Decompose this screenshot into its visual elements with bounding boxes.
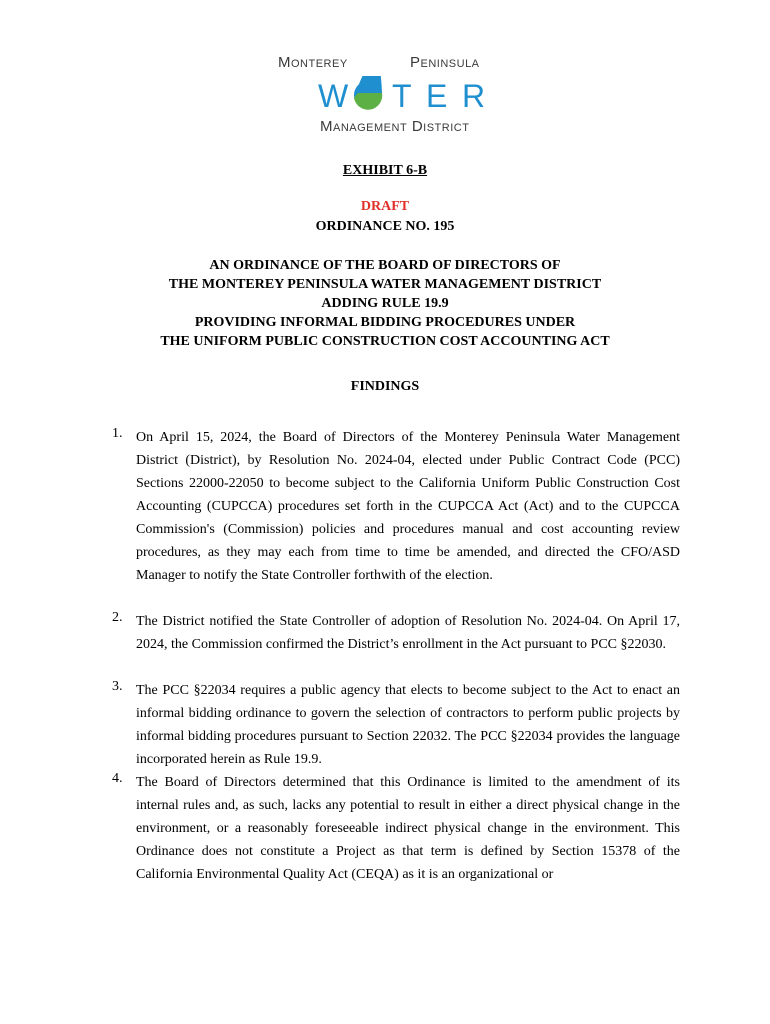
findings-heading: FINDINGS — [350, 379, 420, 394]
finding-text: On April 15, 2024, the Board of Directors of the Monterey Peninsula Water Management District (District), by Resolution No. 2024-04, elected under Public Contract Code (PCC) Sections 22000-22050 to become subject to the California Uniform Public Construction Cost Accounting (CUPCCA) procedures set forth in the CUPCCA Act (Act) and to the CUPCCA Commission's (Commission) policies and procedures manual and cost accounting review procedures, as they may each from time to time be amended, and directed the CFO/ASD Manager to notify the State Controller forthwith of the election. — [136, 430, 680, 583]
finding-text: The PCC §22034 requires a public agency that elects to become subject to the Act to enact an informal bidding ordinance to govern the selection of contractors to perform public projects by informal bidding procedures pursuant to Section 22032. The PCC §22034 provides the language incorporated herein as Rule 19.9. — [136, 683, 680, 767]
finding-item — [112, 771, 680, 886]
ordinance-title — [0, 256, 770, 351]
logo-text-monterey: Monterey — [278, 54, 348, 71]
title-line: AN ORDINANCE OF THE BOARD OF DIRECTORS OF — [209, 258, 561, 273]
finding-item — [112, 610, 680, 656]
ordinance-number: ORDINANCE NO. 195 — [315, 219, 455, 234]
finding-text: The District notified the State Controller of adoption of Resolution No. 2024-04. On April 17, 2024, the Commission confirmed the District’s enrollment in the Act pursuant to PCC §22030. — [136, 614, 680, 652]
title-line: THE UNIFORM PUBLIC CONSTRUCTION COST ACCOUNTING ACT — [160, 334, 610, 349]
findings-list — [112, 426, 680, 886]
title-line: THE MONTEREY PENINSULA WATER MANAGEMENT DISTRICT — [168, 277, 602, 292]
finding-number: 3. — [112, 679, 123, 694]
logo-text-management-district: Management District — [320, 118, 470, 135]
finding-item — [112, 426, 680, 587]
logo-text-peninsula: Peninsula — [410, 54, 480, 71]
logo-letter-r: R — [462, 78, 486, 110]
logo-letter-w: W — [318, 78, 349, 110]
title-line: ADDING RULE 19.9 — [321, 296, 449, 311]
water-drop-icon — [354, 76, 382, 110]
draft-label: DRAFT — [360, 199, 410, 214]
logo-letter-t: T — [392, 78, 412, 110]
finding-number: 1. — [112, 426, 123, 441]
logo-letter-e: E — [426, 78, 448, 110]
finding-number: 2. — [112, 610, 123, 625]
finding-number: 4. — [112, 771, 123, 786]
district-logo — [270, 38, 500, 136]
title-line: PROVIDING INFORMAL BIDDING PROCEDURES UNDER — [194, 315, 576, 330]
exhibit-heading: EXHIBIT 6-B — [342, 163, 428, 178]
finding-text: The Board of Directors determined that this Ordinance is limited to the amendment of its internal rules and, as such, lacks any potential to result in either a direct physical change in the environment, or a reasonably foreseeable indirect physical change in the environment. This Ordinance does not constitute a Project as that term is defined by Section 15378 of the California Environmental Quality Act (CEQA) as it is an organizational or — [136, 775, 680, 882]
finding-item — [112, 679, 680, 771]
logo-water-wordmark — [318, 76, 498, 110]
